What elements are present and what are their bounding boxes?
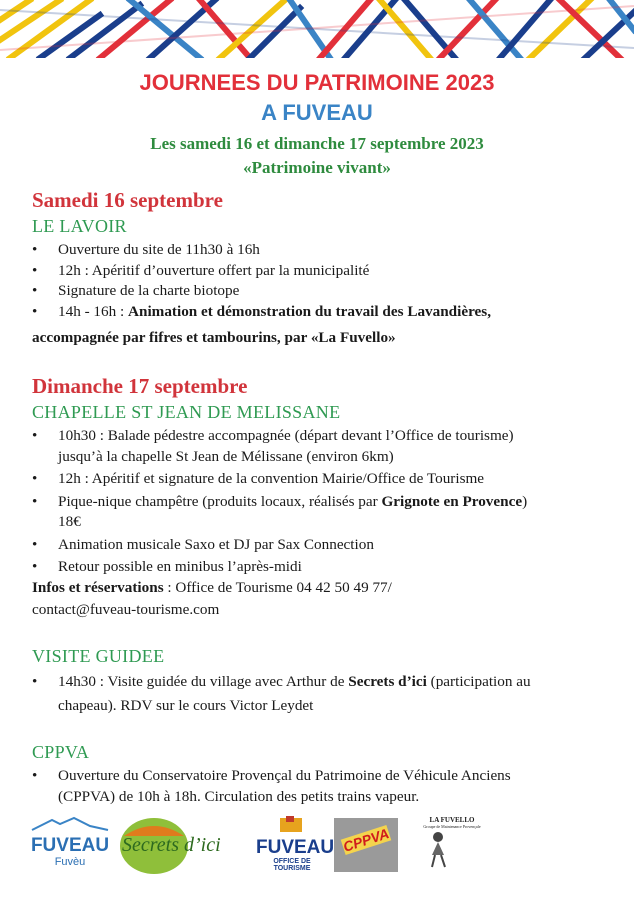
item-prefix: 14h30 : Visite guidée du village avec Arthur de: [58, 673, 349, 690]
item-suffix: (participation au: [426, 673, 531, 690]
secrets-logo-text: Secrets d’ici: [122, 834, 221, 856]
item-price: 18€: [58, 513, 81, 530]
item-bold: Secrets d’ici: [348, 673, 427, 690]
item-line: chapeau). RDV sur le cours Victor Leydet: [58, 697, 314, 714]
office-logo-name: FUVEAU: [256, 837, 335, 858]
list-item: • 12h : Apéritif et signature de la convention Mairie/Office de Tourisme: [32, 469, 602, 490]
cppva-logo-text: CPPVA: [341, 825, 391, 855]
list-item: [32, 426, 602, 467]
office-tourisme-logo: [256, 816, 335, 874]
dancer-figure-icon: [418, 829, 458, 869]
page-title: JOURNEES DU PATRIMOINE 2023: [139, 70, 495, 95]
lavoir-heading: LE LAVOIR: [32, 216, 127, 236]
fuveau-logo-name: FUVEAU: [30, 835, 110, 856]
sunday-list: [32, 426, 602, 578]
list-item: • Ouverture du site de 11h30 à 16h: [32, 240, 602, 261]
list-item: [32, 670, 602, 718]
item-prefix: Pique-nique champêtre (produits locaux, réalisés par: [58, 492, 382, 510]
item-line: (CPPVA) de 10h à 18h. Circulation des petits trains vapeur.: [58, 787, 420, 805]
list-item: • Animation musicale Saxo et DJ par Sax Connection: [32, 535, 602, 556]
contact-email: contact@fuveau-tourisme.com: [32, 601, 220, 618]
saturday-heading: Samedi 16 septembre: [32, 188, 223, 212]
fuvello-logo-sub: Groupe de Maintenance Provençale: [423, 824, 481, 829]
chapelle-heading: CHAPELLE ST JEAN DE MELISSANE: [32, 402, 341, 422]
visite-heading: VISITE GUIDEE: [32, 646, 165, 666]
cppva-heading: CPPVA: [32, 742, 90, 762]
saturday-item4-line2: accompagnée par fifres et tambourins, par «La Fuvello»: [32, 329, 396, 346]
visit-list: [32, 670, 602, 718]
la-fuvello-logo: [412, 816, 492, 878]
fuveau-logo-sub: Fuvèu: [54, 856, 86, 868]
village-icon: [256, 816, 328, 834]
sunday-heading: Dimanche 17 septembre: [32, 374, 248, 398]
item-line: Ouverture du Conservatoire Provençal du Patrimoine de Véhicule Anciens: [58, 767, 511, 784]
info-line: [32, 578, 602, 599]
info-label: Infos et réservations: [32, 579, 164, 596]
item-bold: Animation et démonstration du travail des Lavandières,: [128, 302, 491, 320]
location-subtitle: A FUVEAU: [261, 100, 373, 125]
list-item: • Retour possible en minibus l’après-midi: [32, 557, 602, 578]
list-item: • Signature de la charte biotope: [32, 281, 602, 302]
item-line: 10h30 : Balade pédestre accompagnée (départ devant l’Office de tourisme): [58, 427, 514, 444]
list-item: • 12h : Apéritif d’ouverture offert par la municipalité: [32, 261, 602, 282]
fuvello-logo-name: LA FUVELLO: [429, 816, 475, 824]
cppva-logo: [334, 818, 398, 872]
item-suffix: ): [522, 492, 528, 510]
partner-logos: [0, 812, 634, 882]
secrets-dici-logo: [118, 814, 250, 876]
fuveau-logo: [30, 816, 110, 874]
event-dates: Les samedi 16 et dimanche 17 septembre 2023: [150, 134, 484, 153]
item-line: jusqu’à la chapelle St Jean de Mélissane (environ 6km): [58, 447, 394, 465]
event-theme: «Patrimoine vivant»: [243, 158, 391, 177]
list-item: [32, 766, 602, 807]
saturday-list: [32, 240, 602, 322]
item-bold: Grignote en Provence: [381, 492, 523, 510]
list-item: [32, 302, 602, 323]
list-item: [32, 492, 602, 533]
cppva-list: [32, 766, 602, 807]
office-logo-sub: OFFICE DE TOURISME: [273, 858, 311, 872]
info-text: : Office de Tourisme 04 42 50 49 77/: [163, 579, 392, 596]
mountain-icon: [30, 816, 110, 834]
header-stripes-art: [0, 0, 634, 58]
item-prefix: 14h - 16h :: [58, 302, 129, 320]
